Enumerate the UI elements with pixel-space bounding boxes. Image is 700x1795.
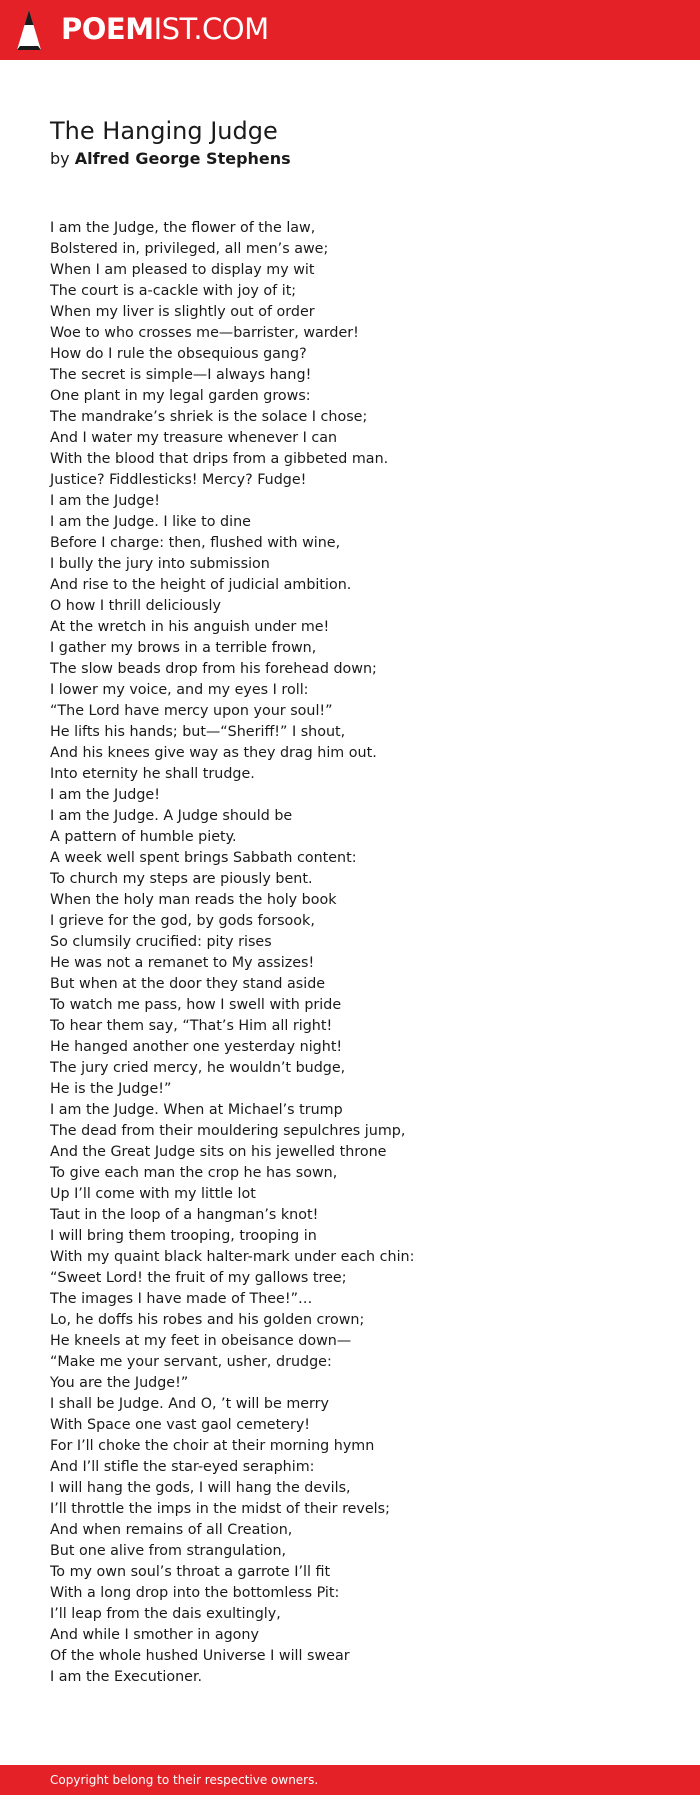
poem-line: I will hang the gods, I will hang the devils, [50, 1480, 351, 1496]
poem-line: I am the Judge. I like to dine [50, 514, 251, 530]
poem-line: I bully the jury into submission [50, 556, 270, 572]
poem-line: Up I’ll come with my little lot [50, 1186, 256, 1202]
poem-line: He lifts his hands; but—“Sheriff!” I shout, [50, 724, 346, 740]
poem-line: He is the Judge!” [50, 1081, 172, 1097]
site-logo[interactable] [61, 9, 269, 49]
logo-light-text: IST.COM [153, 12, 269, 46]
poem-line: Justice? Fiddlesticks! Mercy? Fudge! [50, 472, 307, 488]
poem-line: With a long drop into the bottomless Pit: [50, 1585, 340, 1601]
poem-line: He hanged another one yesterday night! [50, 1039, 343, 1055]
poem-line: I am the Judge! [50, 787, 160, 803]
poem-line: Of the whole hushed Universe I will swear [50, 1648, 350, 1664]
poem-line: The slow beads drop from his forehead down; [50, 661, 377, 677]
site-header [0, 0, 700, 60]
poem-line: Taut in the loop of a hangman’s knot! [50, 1207, 319, 1223]
poem-line: And rise to the height of judicial ambition. [50, 577, 352, 593]
poem-line: With my quaint black halter-mark under each chin: [50, 1249, 415, 1265]
poem-line: I gather my brows in a terrible frown, [50, 640, 317, 656]
poem-line: “Make me your servant, usher, drudge: [50, 1354, 332, 1370]
poem-line: Bolstered in, privileged, all men’s awe; [50, 241, 329, 257]
poem-line: But when at the door they stand aside [50, 976, 326, 992]
poem-line: When my liver is slightly out of order [50, 304, 315, 320]
poem-line: A pattern of humble piety. [50, 829, 237, 845]
poem-line: To give each man the crop he has sown, [50, 1165, 338, 1181]
poem-line: Into eternity he shall trudge. [50, 766, 255, 782]
poem-line: I am the Judge, the flower of the law, [50, 220, 316, 236]
poem-line: So clumsily crucified: pity rises [50, 934, 272, 950]
poem-line: I lower my voice, and my eyes I roll: [50, 682, 309, 698]
poem-line: But one alive from strangulation, [50, 1543, 287, 1559]
site-footer [0, 1765, 700, 1795]
poem-line: O how I thrill deliciously [50, 598, 221, 614]
poem-line: Lo, he doffs his robes and his golden crown; [50, 1312, 365, 1328]
poem-line: “Sweet Lord! the fruit of my gallows tree; [50, 1270, 347, 1286]
poem-line: And while I smother in agony [50, 1627, 259, 1643]
poem-line: I’ll leap from the dais exultingly, [50, 1606, 281, 1622]
poem-author: Alfred George Stephens [74, 149, 291, 168]
poem-line: The jury cried mercy, he wouldn’t budge, [50, 1060, 346, 1076]
poem-line: “The Lord have mercy upon your soul!” [50, 703, 333, 719]
pencil-tip-icon[interactable] [14, 8, 44, 52]
poem-line: And when remains of all Creation, [50, 1522, 293, 1538]
poem-line: I am the Judge! [50, 493, 160, 509]
poem-line: When the holy man reads the holy book [50, 892, 337, 908]
poem-line: For I’ll choke the choir at their morning hymn [50, 1438, 375, 1454]
footer-copyright: Copyright belong to their respective owners. [50, 1773, 319, 1787]
poem-line: And I water my treasure whenever I can [50, 430, 338, 446]
poem-line: To hear them say, “That’s Him all right! [50, 1018, 333, 1034]
poem-byline [50, 147, 291, 171]
byline-prefix: by [50, 149, 70, 168]
poem-line: And the Great Judge sits on his jewelled throne [50, 1144, 387, 1160]
poem-line: I am the Executioner. [50, 1669, 203, 1685]
poem-line: At the wretch in his anguish under me! [50, 619, 330, 635]
poem-line: One plant in my legal garden grows: [50, 388, 311, 404]
poem-line: The secret is simple—I always hang! [50, 367, 312, 383]
poem-line: How do I rule the obsequious gang? [50, 346, 307, 362]
poem-line: I’ll throttle the imps in the midst of their revels; [50, 1501, 390, 1517]
poem-line: And I’ll stifle the star-eyed seraphim: [50, 1459, 315, 1475]
poem-line: I am the Judge. When at Michael’s trump [50, 1102, 343, 1118]
poem-line: I grieve for the god, by gods forsook, [50, 913, 315, 929]
poem-line: When I am pleased to display my wit [50, 262, 315, 278]
poem-line: A week well spent brings Sabbath content: [50, 850, 357, 866]
poem-line: The images I have made of Thee!”… [50, 1291, 313, 1307]
poem-body [50, 218, 650, 1688]
poem-line: He kneels at my feet in obeisance down— [50, 1333, 352, 1349]
poem-line: The mandrake’s shriek is the solace I chose; [50, 409, 368, 425]
poem-line: With Space one vast gaol cemetery! [50, 1417, 311, 1433]
poem-line: To church my steps are piously bent. [50, 871, 313, 887]
poem-line: To watch me pass, how I swell with pride [50, 997, 342, 1013]
poem-line: I am the Judge. A Judge should be [50, 808, 293, 824]
poem-line: Before I charge: then, flushed with wine, [50, 535, 341, 551]
poem-title: The Hanging Judge [50, 117, 278, 145]
poem-line: The court is a-cackle with joy of it; [50, 283, 297, 299]
poem-line: To my own soul’s throat a garrote I’ll fit [50, 1564, 331, 1580]
poem-line: With the blood that drips from a gibbeted man. [50, 451, 389, 467]
poem-line: He was not a remanet to My assizes! [50, 955, 315, 971]
poem-line: The dead from their mouldering sepulchres jump, [50, 1123, 406, 1139]
poem-line: You are the Judge!” [50, 1375, 189, 1391]
poem-line: And his knees give way as they drag him out. [50, 745, 377, 761]
poem-line: I shall be Judge. And O, ’t will be merry [50, 1396, 330, 1412]
poem-line: I will bring them trooping, trooping in [50, 1228, 317, 1244]
poem-line: Woe to who crosses me—barrister, warder! [50, 325, 359, 341]
logo-bold-text: POEM [61, 12, 154, 46]
